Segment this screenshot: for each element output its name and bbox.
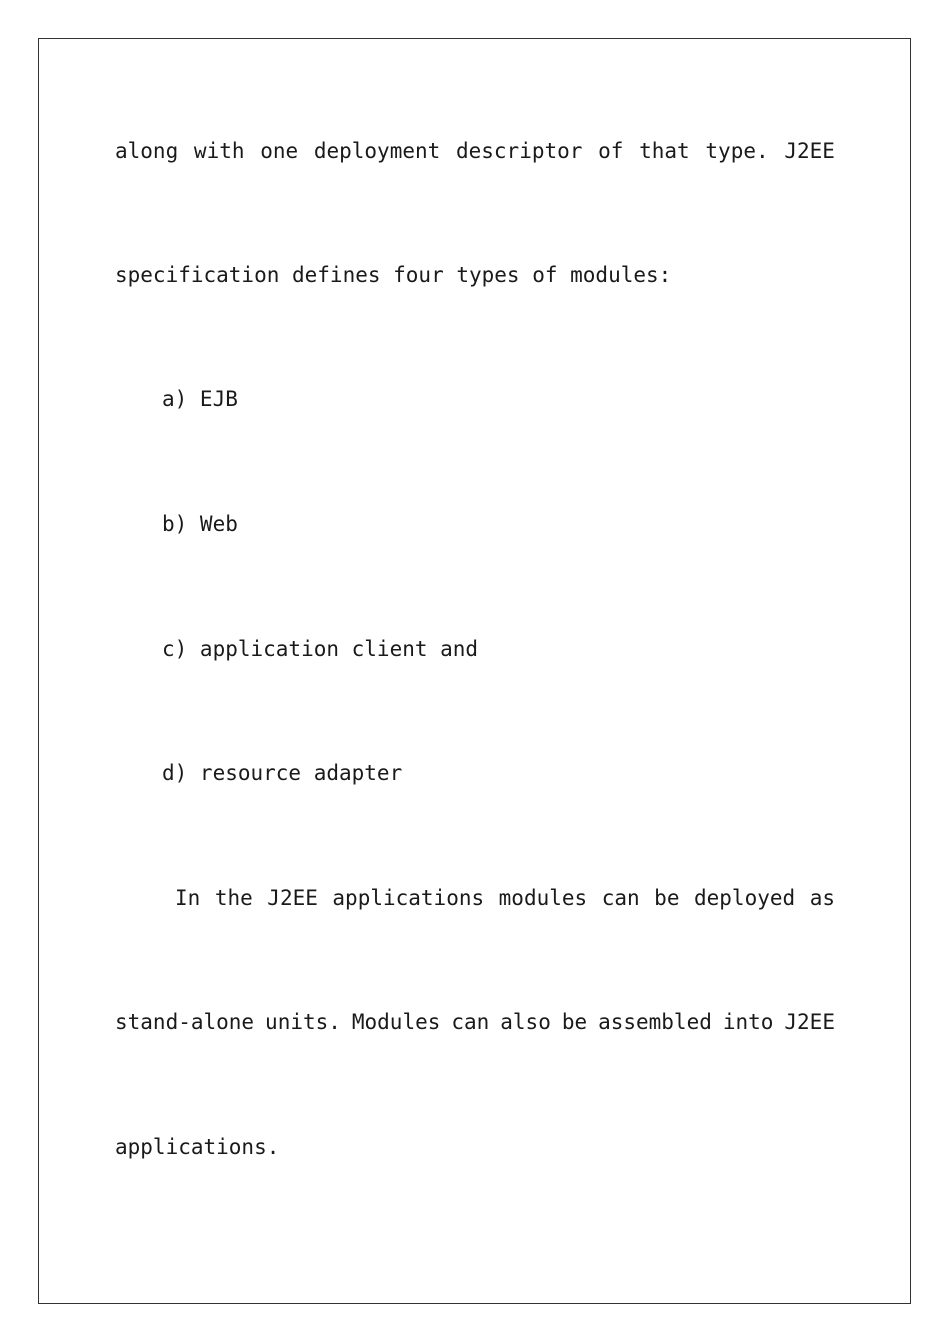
paragraph-2-line-3: applications. bbox=[115, 1135, 280, 1159]
paragraph-2-line-1 bbox=[115, 885, 835, 911]
word: as bbox=[809, 886, 835, 910]
paragraph-1-line-2: specification defines four types of modules: bbox=[115, 263, 672, 287]
word: modules bbox=[498, 886, 588, 910]
word: In bbox=[175, 886, 201, 910]
word: J2EE bbox=[267, 886, 318, 910]
word: Modules bbox=[351, 1010, 441, 1034]
word: that bbox=[639, 139, 690, 163]
list-item-resource-adapter: d) resource adapter bbox=[162, 761, 403, 785]
word: one bbox=[260, 139, 299, 163]
list-item-application-client: c) application client and bbox=[162, 637, 479, 661]
word: also bbox=[500, 1010, 551, 1034]
word: be bbox=[561, 1010, 588, 1034]
list-item-web: b) Web bbox=[162, 512, 238, 536]
word: can bbox=[451, 1010, 490, 1034]
word: J2EE bbox=[784, 139, 835, 163]
word: stand-alone bbox=[115, 1010, 255, 1034]
word: deployment bbox=[313, 139, 441, 163]
word: J2EE bbox=[784, 1010, 835, 1034]
word: of bbox=[598, 139, 624, 163]
word: deployed bbox=[694, 886, 796, 910]
word: be bbox=[654, 886, 680, 910]
page-frame bbox=[38, 38, 911, 1304]
word: with bbox=[193, 139, 245, 163]
paragraph-2-line-2 bbox=[115, 1009, 835, 1035]
word: applications bbox=[332, 886, 485, 910]
word: can bbox=[601, 886, 640, 910]
word: the bbox=[214, 886, 253, 910]
list-item-ejb: a) EJB bbox=[162, 387, 238, 411]
word: along bbox=[115, 139, 179, 163]
word: assembled bbox=[598, 1010, 712, 1034]
word: into bbox=[722, 1010, 774, 1034]
paragraph-1-line-1 bbox=[115, 138, 835, 164]
word: descriptor bbox=[455, 139, 583, 163]
word: units. bbox=[265, 1010, 341, 1034]
word: type. bbox=[705, 139, 769, 163]
